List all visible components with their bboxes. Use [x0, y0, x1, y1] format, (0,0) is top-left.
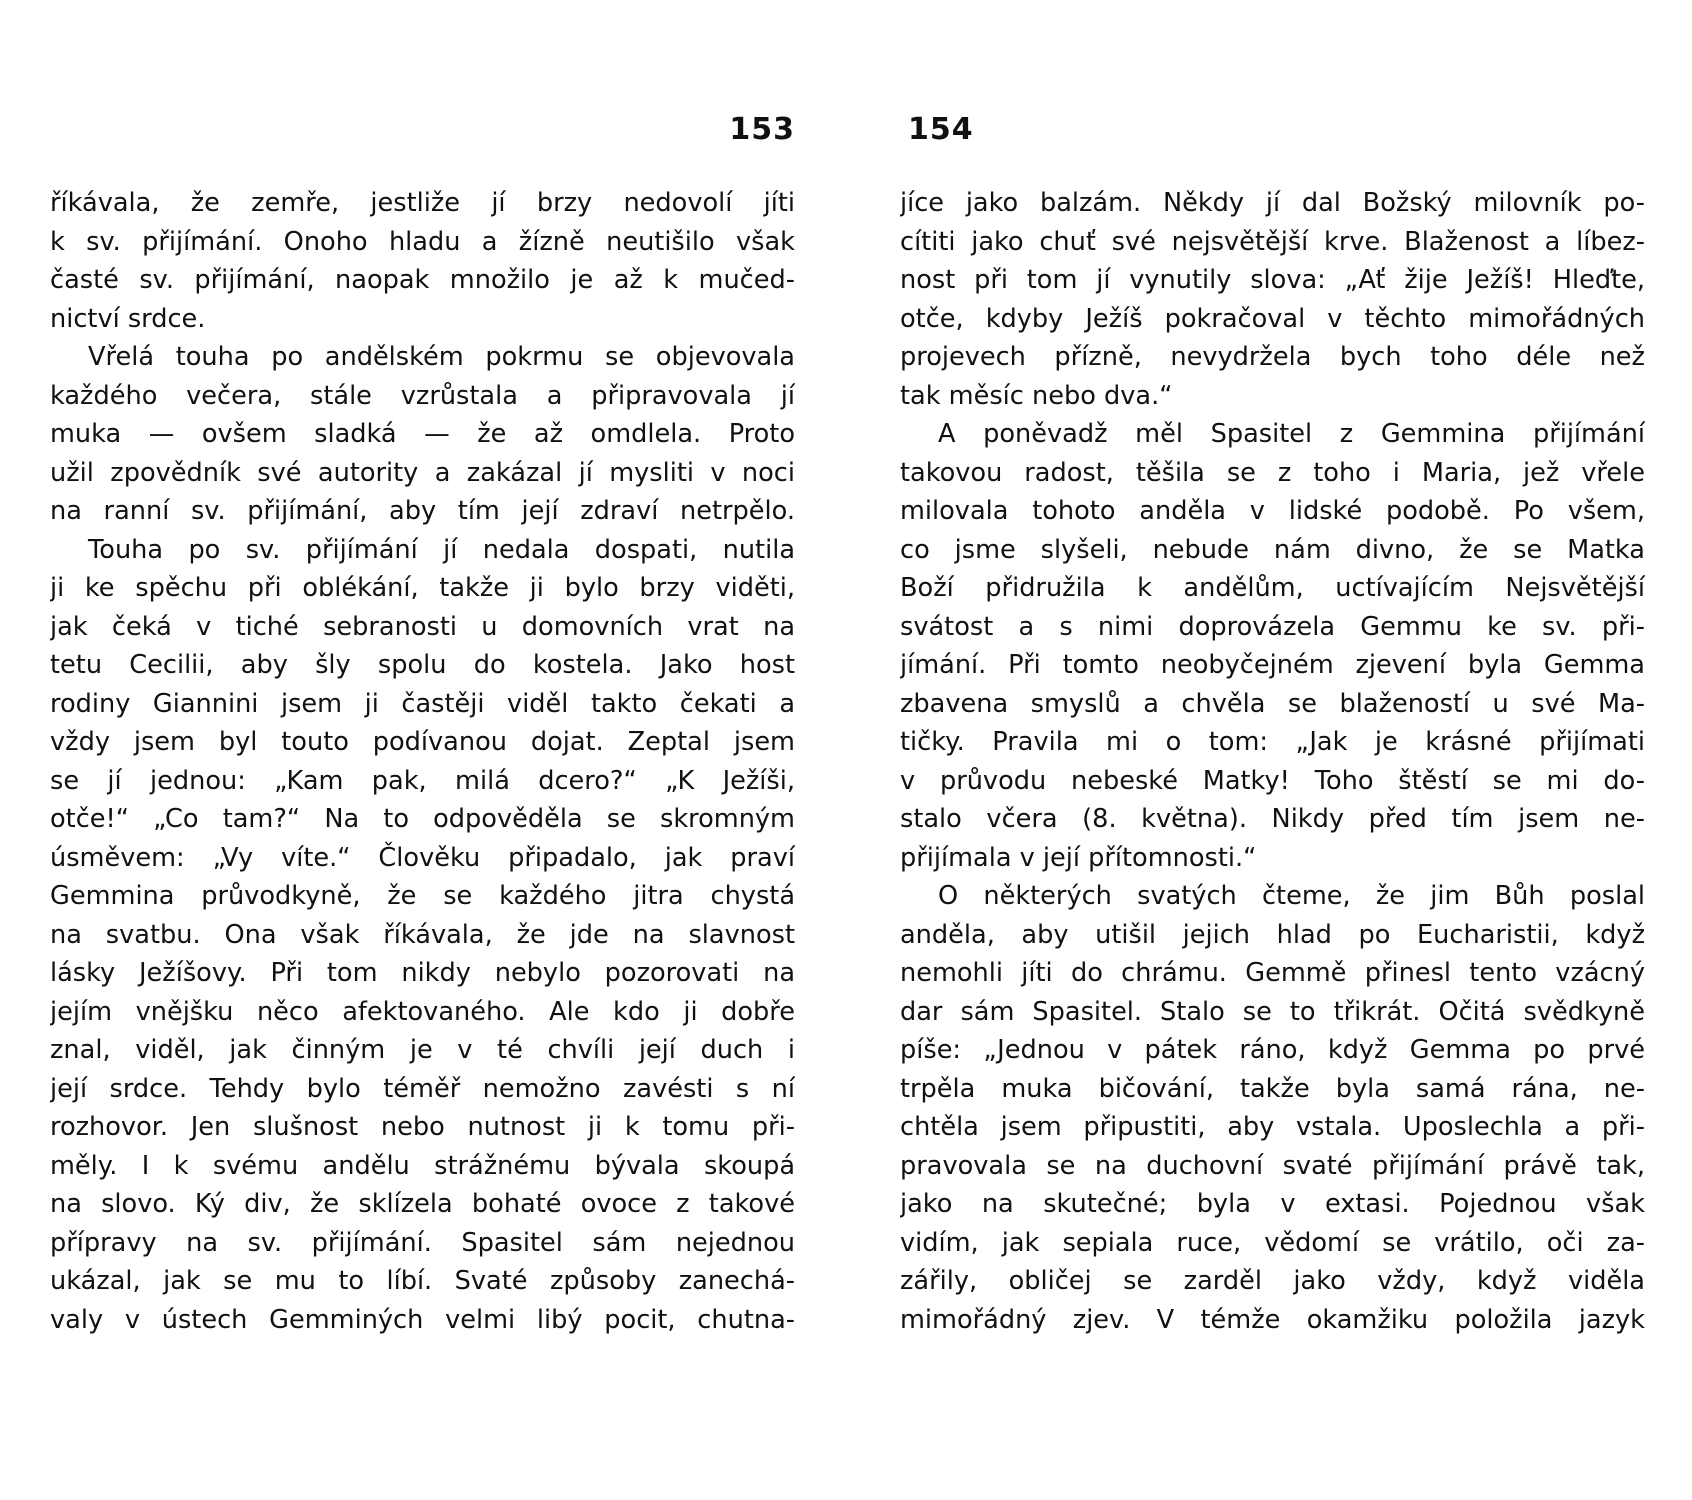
text-line: měly. I k svému andělu strážnému bývala skoupá [50, 1150, 795, 1181]
text-line: rozhovor. Jen slušnost nebo nutnost ji k tomu při- [50, 1112, 795, 1142]
text-line: jíce jako balzám. Někdy jí dal Božský milovník po- [900, 188, 1645, 218]
text-line: na svatbu. Ona však říkávala, že jde na slavnost [50, 919, 795, 950]
page-text [900, 184, 1645, 1339]
text-line: na ranní sv. přijímání, aby tím její zdraví netrpělo. [50, 496, 795, 526]
text-line: přípravy na sv. přijímání. Spasitel sám nejednou [50, 1227, 795, 1258]
text-line: přijímala v její přítomnosti.“ [900, 842, 1257, 873]
text-line: jejím vnějšku něco afektovaného. Ale kdo ji dobře [50, 996, 795, 1027]
text-line: k sv. přijímání. Onoho hladu a žízně neutišilo však [50, 226, 795, 257]
text-line: užil zpovědník své autority a zakázal jí mysliti v noci [50, 457, 795, 488]
text-line: na slovo. Ký div, že sklízela bohaté ovoce z takové [50, 1189, 795, 1219]
page-text [50, 184, 795, 1339]
text-line: Gemmina průvodkyně, že se každého jitra chystá [50, 881, 795, 911]
text-line: jak čeká v tiché sebranosti u domovních vrat na [50, 611, 795, 642]
text-line: cítiti jako chuť své nejsvětější krve. Blaženost a líbez- [900, 226, 1645, 257]
text-line: její srdce. Tehdy bylo téměř nemožno zavésti s ní [50, 1073, 795, 1104]
text-line: Boží přidružila k andělům, uctívajícím Nejsvětější [900, 573, 1645, 603]
text-line: otče!“ „Co tam?“ Na to odpověděla se skromným [50, 804, 795, 834]
text-line: ukázal, jak se mu to líbí. Svaté způsoby zanechá- [50, 1266, 795, 1296]
text-line: každého večera, stále vzrůstala a připravovala jí [50, 380, 795, 411]
text-line: vždy jsem byl touto podívanou dojat. Zeptal jsem [50, 727, 795, 757]
text-line: svátost a s nimi doprovázela Gemmu ke sv. při- [900, 611, 1645, 642]
text-line: se jí jednou: „Kam pak, milá dcero?“ „K Ježíši, [50, 765, 795, 796]
text-line: mimořádný zjev. V témže okamžiku položila jazyk [900, 1304, 1645, 1335]
text-line: otče, kdyby Ježíš pokračoval v těchto mimořádných [900, 303, 1645, 334]
text-line: takovou radost, těšila se z toho i Maria, jež vřele [900, 457, 1645, 488]
text-line: vidím, jak sepiala ruce, vědomí se vrátilo, oči za- [900, 1227, 1645, 1258]
text-line: nost při tom jí vynutily slova: „Ať žije Ježíš! Hleďte, [900, 265, 1645, 295]
page-number: 153 [729, 112, 795, 147]
text-line: píše: „Jednou v pátek ráno, když Gemma po prvé [900, 1035, 1645, 1065]
text-line: milovala tohoto anděla v lidské podobě. Po všem, [900, 496, 1645, 526]
text-line: chtěla jsem připustiti, aby vstala. Uposlechla a při- [900, 1112, 1645, 1142]
text-line: časté sv. přijímání, naopak množilo je až k mučed- [50, 265, 795, 295]
text-line: znal, viděl, jak činným je v té chvíli její duch i [50, 1035, 795, 1065]
text-line: Touha po sv. přijímání jí nedala dospati, nutila [88, 534, 795, 565]
text-line: jímání. Při tomto neobyčejném zjevení byla Gemma [900, 650, 1645, 680]
text-line: muka — ovšem sladká — že až omdlela. Proto [50, 419, 795, 449]
text-line: stalo včera (8. května). Nikdy před tím jsem ne- [900, 804, 1645, 834]
text-line: v průvodu nebeské Matky! Toho štěstí se mi do- [900, 765, 1645, 796]
text-line: nemohli jíti do chrámu. Gemmě přinesl tento vzácný [900, 958, 1645, 988]
text-line: pravovala se na duchovní svaté přijímání právě tak, [900, 1150, 1645, 1181]
text-line: nictví srdce. [50, 303, 206, 334]
text-line: valy v ústech Gemminých velmi libý pocit, chutna- [50, 1304, 795, 1335]
text-line: ji ke spěchu při oblékání, takže ji bylo brzy viděti, [50, 573, 795, 603]
text-line: říkávala, že zemře, jestliže jí brzy nedovolí jíti [50, 188, 795, 218]
text-line: rodiny Giannini jsem ji častěji viděl takto čekati a [50, 688, 795, 719]
text-line: O některých svatých čteme, že jim Bůh poslal [938, 881, 1645, 911]
text-line: tak měsíc nebo dva.“ [900, 380, 1173, 411]
right-page [900, 0, 1645, 1500]
text-line: úsměvem: „Vy víte.“ Člověku připadalo, jak praví [50, 842, 795, 873]
left-page [50, 0, 795, 1500]
text-line: lásky Ježíšovy. Při tom nikdy nebylo pozorovati na [50, 958, 795, 988]
text-line: projevech přízně, nevydržela bych toho déle než [900, 342, 1645, 372]
text-line: Vřelá touha po andělském pokrmu se objevovala [88, 342, 795, 372]
page-number: 154 [908, 112, 974, 147]
text-line: tetu Cecilii, aby šly spolu do kostela. Jako host [50, 650, 795, 680]
text-line: zářily, obličej se zarděl jako vždy, když viděla [900, 1266, 1645, 1296]
text-line: trpěla muka bičování, takže byla samá rána, ne- [900, 1073, 1645, 1104]
text-line: A poněvadž měl Spasitel z Gemmina přijímání [938, 419, 1645, 449]
text-line: zbavena smyslů a chvěla se blažeností u své Ma- [900, 688, 1645, 719]
text-line: co jsme slyšeli, nebude nám divno, že se Matka [900, 534, 1645, 565]
text-line: tičky. Pravila mi o tom: „Jak je krásné přijímati [900, 727, 1645, 757]
text-line: dar sám Spasitel. Stalo se to třikrát. Očitá svědkyně [900, 996, 1645, 1027]
text-line: anděla, aby utišil jejich hlad po Eucharistii, když [900, 919, 1645, 950]
text-line: jako na skutečné; byla v extasi. Pojednou však [900, 1189, 1645, 1219]
